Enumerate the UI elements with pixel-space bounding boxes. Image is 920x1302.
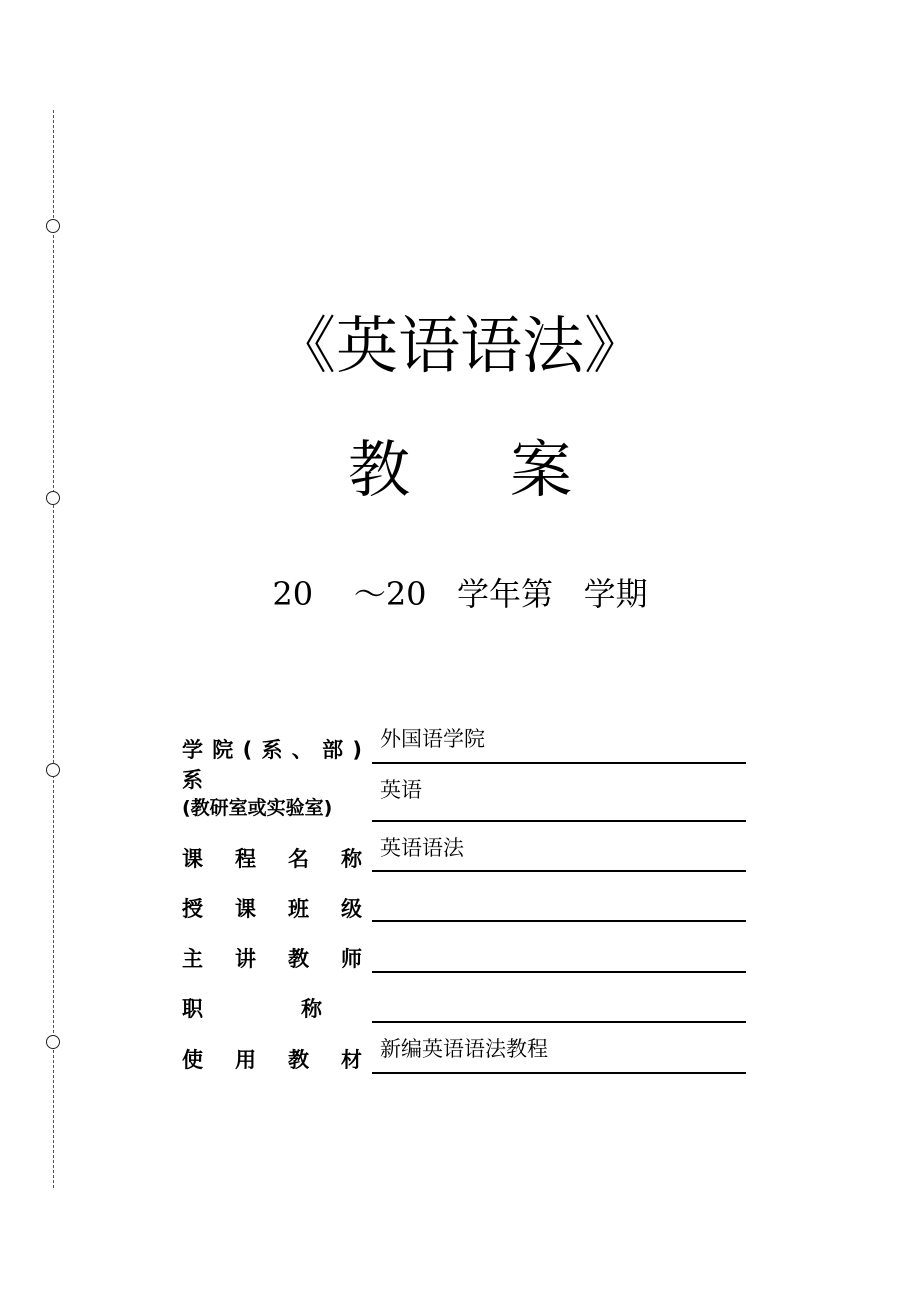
subtitle-char: 案	[510, 433, 573, 506]
label-char: 职	[182, 997, 203, 1021]
label-char: 师	[341, 947, 362, 971]
class-field[interactable]	[372, 920, 746, 922]
label-char: 系	[261, 738, 283, 762]
label-char: 程	[235, 847, 256, 871]
teacher-label	[182, 945, 362, 973]
rank-field[interactable]	[372, 1021, 746, 1023]
label-char: 主	[182, 947, 203, 971]
label-char: 级	[341, 897, 362, 921]
label-char: 课	[182, 847, 203, 871]
office-field[interactable]	[372, 820, 746, 822]
binding-dashed-line	[53, 110, 54, 1188]
textbook-value: 新编英语语法教程	[380, 1037, 548, 1061]
label-char: 学	[182, 738, 203, 762]
binding-hole-circle	[46, 219, 60, 233]
class-label	[182, 895, 362, 923]
binding-hole-circle	[46, 1035, 60, 1049]
office-value: 英语	[380, 778, 422, 802]
label-char: )	[352, 738, 362, 762]
binding-hole-circle	[46, 763, 60, 777]
label-char: 课	[235, 897, 256, 921]
label-char: 材	[341, 1048, 362, 1072]
label-char: (	[242, 738, 253, 762]
textbook-label	[182, 1046, 362, 1074]
textbook-field[interactable]	[372, 1072, 746, 1074]
academic-term: 20 ～20 学年第 学期	[272, 575, 648, 613]
label-char: 院	[212, 738, 234, 762]
label-char: 班	[288, 897, 309, 921]
label-char: 教	[288, 1048, 309, 1072]
teacher-field[interactable]	[372, 971, 746, 973]
label-char: 名	[288, 847, 309, 871]
subtitle-char: 教	[347, 433, 410, 506]
label-char: 使	[182, 1048, 203, 1072]
college-field[interactable]	[372, 762, 746, 764]
label-char: 讲	[235, 947, 256, 971]
label-char: 部	[322, 738, 344, 762]
label-char: 、	[291, 738, 313, 762]
course-value: 英语语法	[380, 836, 464, 860]
document-subtitle	[0, 430, 920, 510]
college-label	[182, 736, 362, 764]
label-char: 称	[301, 997, 322, 1021]
course-label	[182, 845, 362, 873]
label-char: 教	[288, 947, 309, 971]
label-char: 授	[182, 897, 203, 921]
college-value: 外国语学院	[380, 727, 485, 751]
rank-label	[182, 995, 322, 1023]
label-char: 用	[235, 1048, 256, 1072]
document-title: 《英语语法》	[273, 309, 646, 382]
college-label-tail: 系	[182, 768, 203, 792]
office-label: (教研室或实验室)	[182, 797, 333, 819]
label-char: 称	[341, 847, 362, 871]
course-field[interactable]	[372, 870, 746, 872]
